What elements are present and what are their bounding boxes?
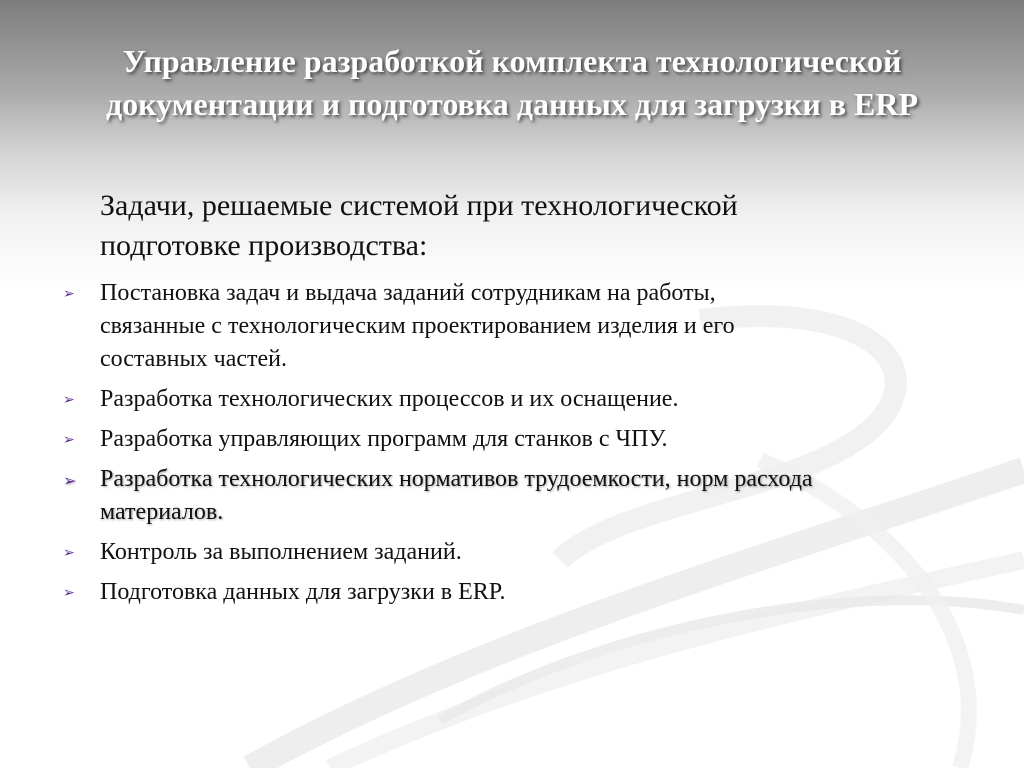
intro-line-2: подготовке производства: [100, 229, 428, 262]
slide-body [60, 186, 960, 616]
list-item-line: Разработка технологических нормативов трудоемкости, норм расхода [100, 466, 813, 492]
arrow-bullet-icon: ➢ [63, 392, 75, 408]
list-item [60, 536, 960, 569]
list-item [60, 277, 960, 376]
intro-heading [100, 186, 960, 266]
list-item-line: Постановка задач и выдача заданий сотрудникам на работы, [100, 280, 716, 306]
list-item [60, 576, 960, 609]
slide-title [40, 40, 984, 126]
list-item-line: Разработка технологических процессов и их оснащение. [100, 386, 679, 412]
list-item-line: материалов. [100, 499, 224, 525]
list-item-line: Подготовка данных для загрузки в ERP. [100, 579, 506, 605]
list-item-emphasized [60, 463, 960, 529]
list-item [60, 383, 960, 416]
intro-line-1: Задачи, решаемые системой при технологической [100, 189, 738, 222]
list-item-line: Контроль за выполнением заданий. [100, 539, 462, 565]
list-item-line: составных частей. [100, 346, 287, 372]
title-line-1: Управление разработкой комплекта технологической [122, 43, 902, 79]
arrow-bullet-icon: ➢ [63, 471, 77, 490]
arrow-bullet-icon: ➢ [63, 432, 75, 448]
list-item-line: Разработка управляющих программ для станков с ЧПУ. [100, 426, 668, 452]
arrow-bullet-icon: ➢ [63, 286, 75, 302]
arrow-bullet-icon: ➢ [63, 585, 75, 601]
list-item-line: связанные с технологическим проектированием изделия и его [100, 313, 735, 339]
list-item [60, 423, 960, 456]
title-line-2: документации и подготовка данных для загрузки в ERP [105, 86, 919, 122]
arrow-bullet-icon: ➢ [63, 545, 75, 561]
